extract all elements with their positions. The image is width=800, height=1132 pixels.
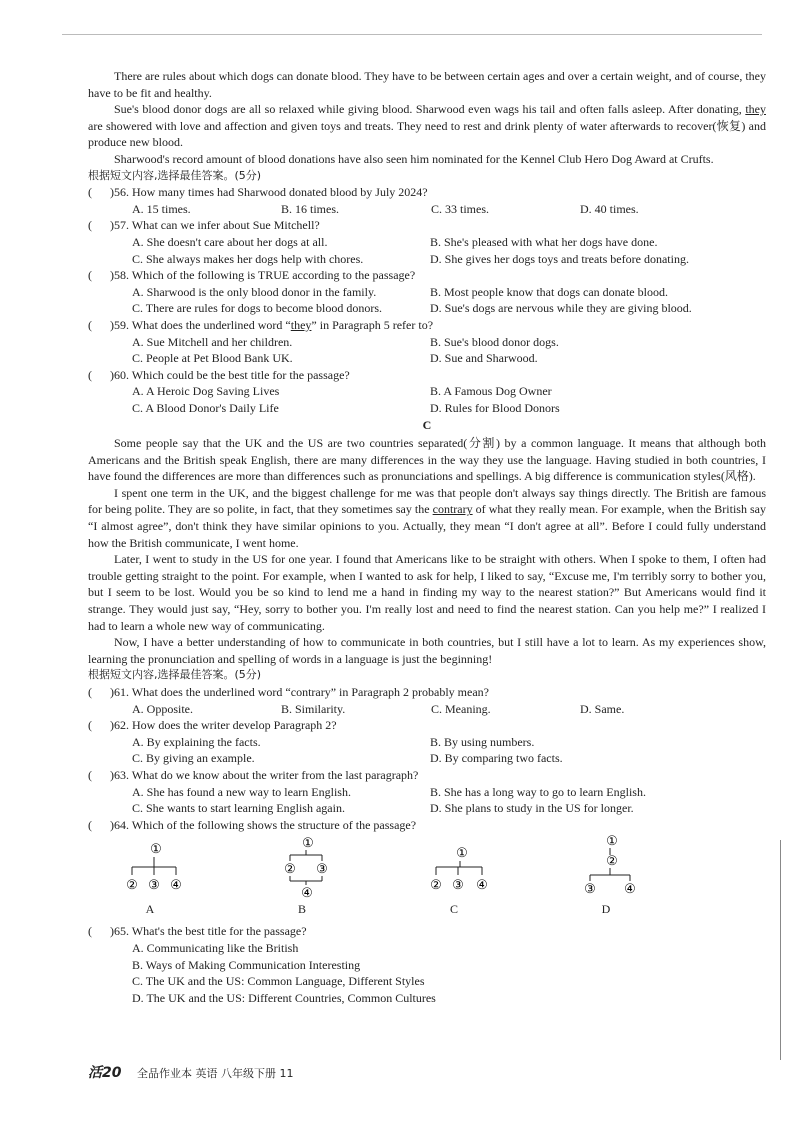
- c-paragraph-1: Some people say that the UK and the US are two countries separated(分割) by a common language. It means that although both Americans and the British speak English, there are many differences in the way they use the language. Having studied in both countries, I have found the differences are more than differences such as pronunciations and spellings. A big difference is communication styles(风格).: [88, 436, 766, 484]
- b-paragraph-1: There are rules about which dogs can donate blood. They have to be between certain ages and over a certain weight, and of course, they have to be fit and healthy.: [88, 69, 766, 100]
- option-62b[interactable]: B. By using numbers.: [430, 734, 535, 749]
- option-65a[interactable]: A. Communicating like the British: [132, 940, 299, 955]
- diagram-b-node-1: ①: [302, 835, 314, 851]
- option-61b[interactable]: B. Similarity.: [281, 701, 346, 716]
- diagram-d-node-3: ③: [584, 881, 596, 897]
- option-63b[interactable]: B. She has a long way to go to learn English.: [430, 784, 646, 799]
- option-56c[interactable]: C. 33 times.: [431, 201, 490, 216]
- option-59c[interactable]: C. People at Pet Blood Bank UK.: [132, 351, 293, 366]
- diagram-b-node-3: ③: [316, 861, 328, 877]
- option-56d[interactable]: D. 40 times.: [580, 201, 639, 216]
- diagram-b[interactable]: [272, 835, 424, 923]
- option-62a[interactable]: A. By explaining the facts.: [132, 734, 261, 749]
- option-60a[interactable]: A. A Heroic Dog Saving Lives: [132, 384, 280, 399]
- c-instruction: 根据短文内容,选择最佳答案。(5分): [88, 668, 262, 682]
- b-paragraph-3: Sharwood's record amount of blood donations have also seen him nominated for the Kennel Club Hero Dog Award at Crufts.: [114, 151, 714, 166]
- option-57a[interactable]: A. She doesn't care about her dogs at all.: [132, 234, 328, 249]
- section-c-heading: C: [422, 418, 432, 433]
- option-59b[interactable]: B. Sue's blood donor dogs.: [430, 334, 559, 349]
- option-63a[interactable]: A. She has found a new way to learn English.: [132, 784, 351, 799]
- option-57d[interactable]: D. She gives her dogs toys and treats before donating.: [430, 251, 689, 266]
- option-58b[interactable]: B. Most people know that dogs can donate blood.: [430, 284, 668, 299]
- question-56: ( )56. How many times had Sharwood donated blood by July 2024? A. 15 times. B. 16 times. C. 33 times. D. 40 times.: [88, 184, 766, 217]
- option-58a[interactable]: A. Sharwood is the only blood donor in the family.: [132, 284, 377, 299]
- option-61d[interactable]: D. Same.: [580, 701, 625, 716]
- c-paragraph-3: Later, I went to study in the US for one year. I found that Americans like to be straight with others. When I spoke to them, I often had trouble getting straight to the point. For example, when I wanted to ask for help, I liked to say, “Excuse me, I'm terribly sorry to bother you, but I seem to be lost. Would you be so kind to lend me a hand in finding my way to the nearest station?” But Americans would find it strange. They would just say, “Hey, sorry to bother you. I'm really lost and need to find the nearest station. Can you help me?” I realized I had to learn a whole new way of communicating.: [88, 552, 766, 633]
- option-65c[interactable]: C. The UK and the US: Common Language, Different Styles: [132, 974, 425, 989]
- underlined-contrary: contrary: [432, 502, 473, 517]
- footer-text: 全品作业本 英语 八年级下册 11: [136, 1067, 294, 1080]
- option-59a[interactable]: A. Sue Mitchell and her children.: [132, 334, 293, 349]
- diagram-a-node-1: ①: [150, 841, 162, 857]
- structure-diagrams: [88, 835, 766, 923]
- diagram-c-node-3: ③: [452, 877, 464, 893]
- option-65d[interactable]: D. The UK and the US: Different Countries, Common Cultures: [132, 990, 436, 1005]
- diagram-c-node-2: ②: [430, 877, 442, 893]
- option-58d[interactable]: D. Sue's dogs are nervous while they are giving blood.: [430, 301, 692, 316]
- right-margin-rule: [780, 840, 781, 1060]
- worksheet-page: [88, 68, 766, 1006]
- question-59: ( )59. What does the underlined word “they” in Paragraph 5 refer to? A. Sue Mitchell and her children. B. Sue's blood donor dogs. C. People at Pet Blood Bank UK. D. Sue and Sharwood.: [88, 317, 766, 367]
- diagram-d-node-2: ②: [606, 853, 618, 869]
- option-60b[interactable]: B. A Famous Dog Owner: [430, 384, 552, 399]
- question-61: ( )61. What does the underlined word “contrary” in Paragraph 2 probably mean? A. Opposite. B. Similarity. C. Meaning. D. Same.: [88, 684, 766, 717]
- underlined-they: they: [745, 102, 766, 117]
- question-60: ( )60. Which could be the best title for the passage? A. A Heroic Dog Saving Lives B. A Famous Dog Owner C. A Blood Donor's Daily Life D. Rules for Blood Donors: [88, 367, 766, 417]
- option-59d[interactable]: D. Sue and Sharwood.: [430, 351, 538, 366]
- top-rule: [62, 34, 762, 35]
- diagram-b-label: B: [297, 902, 306, 917]
- diagram-c-node-4: ④: [476, 877, 488, 893]
- diagram-c[interactable]: [424, 835, 576, 923]
- diagram-c-label: C: [449, 902, 458, 917]
- diagram-a-node-4: ④: [170, 877, 182, 893]
- diagram-a-node-3: ③: [148, 877, 160, 893]
- option-63c[interactable]: C. She wants to start learning English again.: [132, 801, 345, 816]
- option-56b[interactable]: B. 16 times.: [281, 201, 340, 216]
- option-61a[interactable]: A. Opposite.: [132, 701, 193, 716]
- b-instruction: 根据短文内容,选择最佳答案。(5分): [88, 168, 262, 182]
- option-63d[interactable]: D. She plans to study in the US for longer.: [430, 801, 634, 816]
- diagram-a-label: A: [145, 902, 155, 917]
- diagram-d-node-1: ①: [606, 835, 618, 849]
- c-paragraph-4: Now, I have a better understanding of how to communicate in both countries, but I still have a lot to learn. As my experiences show, learning the pronunciation and spelling of words in a language is just the beginning!: [88, 635, 766, 666]
- diagram-c-node-1: ①: [456, 845, 468, 861]
- diagram-a-node-2: ②: [126, 877, 138, 893]
- option-65b[interactable]: B. Ways of Making Communication Interesting: [132, 957, 361, 972]
- diagram-d-label: D: [601, 902, 611, 917]
- diagram-d-node-4: ④: [624, 881, 636, 897]
- question-63: ( )63. What do we know about the writer from the last paragraph? A. She has found a new way to learn English. B. She has a long way to go to learn English. C. She wants to start learning English again. D. She plans to study in the US for longer.: [88, 767, 766, 817]
- question-65: ( )65. What's the best title for the passage? A. Communicating like the British B. Ways of Making Communication Interesting C. The UK and the US: Common Language, Different Styles D. The UK and the US: Different Countries, Common Cultures: [88, 923, 766, 1006]
- option-57b[interactable]: B. She's pleased with what her dogs have done.: [430, 234, 658, 249]
- page-footer: [88, 1062, 293, 1082]
- option-57c[interactable]: C. She always makes her dogs help with chores.: [132, 251, 364, 266]
- question-58: ( )58. Which of the following is TRUE according to the passage? A. Sharwood is the only blood donor in the family. B. Most people know that dogs can donate blood. C. There are rules for dogs to become blood donors. D. Sue's dogs are nervous while they are giving blood.: [88, 267, 766, 317]
- question-57: ( )57. What can we infer about Sue Mitchell? A. She doesn't care about her dogs at all. B. She's pleased with what her dogs have done. C. She always makes her dogs help with chores. D. She gives her dogs toys and treats before donating.: [88, 217, 766, 267]
- question-62: ( )62. How does the writer develop Paragraph 2? A. By explaining the facts. B. By using numbers. C. By giving an example. D. By comparing two facts.: [88, 717, 766, 767]
- b-paragraph-2: Sue's blood donor dogs are all so relaxed while giving blood. Sharwood even wags his tail and often falls asleep. After donating, they are showered with love and affection and given toys and treats. They need to rest and drink plenty of water afterwards to recover(恢复) and produce new blood.: [88, 102, 766, 150]
- diagram-b-node-2: ②: [284, 861, 296, 877]
- option-60c[interactable]: C. A Blood Donor's Daily Life: [132, 400, 279, 415]
- option-56a[interactable]: A. 15 times.: [132, 201, 191, 216]
- option-62c[interactable]: C. By giving an example.: [132, 751, 255, 766]
- option-61c[interactable]: C. Meaning.: [431, 701, 491, 716]
- option-60d[interactable]: D. Rules for Blood Donors: [430, 400, 560, 415]
- diagram-d[interactable]: [576, 835, 728, 923]
- option-58c[interactable]: C. There are rules for dogs to become blood donors.: [132, 301, 383, 316]
- diagram-b-node-4: ④: [301, 885, 313, 901]
- footer-badge: 活20: [88, 1065, 122, 1081]
- c-paragraph-2: I spent one term in the UK, and the biggest challenge for me was that people don't always say things directly. The British are famous for being polite. They are so polite, in fact, that they sometimes say the contrary of what they really mean. For example, when the British say “I almost agree”, don't think they have similar opinions to you. Actually, they mean “I don't agree at all”. Before I could fully understand how the British communicate, I went home.: [88, 485, 766, 550]
- diagram-a[interactable]: [120, 835, 272, 923]
- option-62d[interactable]: D. By comparing two facts.: [430, 751, 563, 766]
- question-64: ( )64. Which of the following shows the structure of the passage? ① ② ③ ④ A ① ② ③ ④ B ① ② ③ ④ C ① ② ③ ④ D: [88, 817, 766, 924]
